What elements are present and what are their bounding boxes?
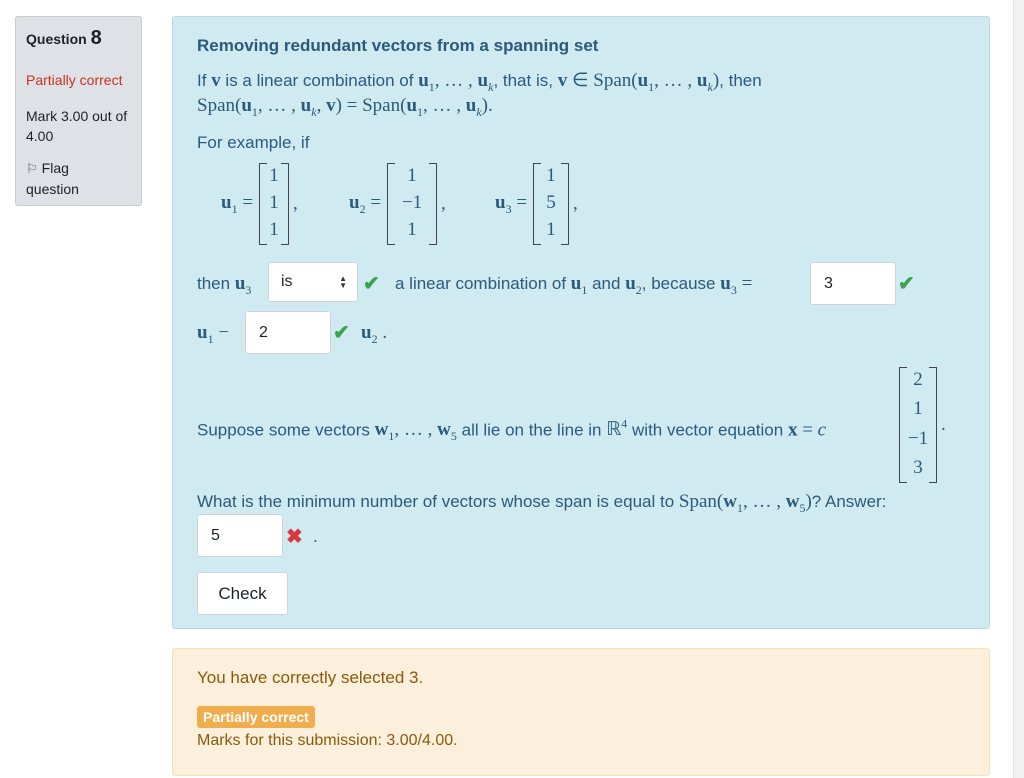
u3-entry: 1 bbox=[546, 219, 556, 240]
intro-line-1: If v is a linear combination of $u_1$, … , $u_k$, that is, v ∈ $Span(u_1$, … , $u_k$), then bbox=[197, 70, 762, 94]
feedback-panel bbox=[172, 648, 990, 776]
then-text: then $u_3$ bbox=[197, 273, 252, 297]
intro-line-2: $Span(u_1$, … , $u_k$, $v) = Span(u_1$, … , $u_k$). bbox=[197, 95, 493, 119]
u1-entry: 1 bbox=[269, 165, 279, 186]
page-scrollbar[interactable] bbox=[1013, 0, 1024, 778]
coefficient-1-input[interactable]: 3 bbox=[810, 262, 896, 305]
linear-combination-text: a linear combination of $u_1$ and $u_2$, because $u_3$ = bbox=[395, 273, 753, 297]
answer-period: . bbox=[313, 527, 318, 546]
example-text: For example, if bbox=[197, 133, 310, 152]
answer-input[interactable]: 5 bbox=[197, 514, 283, 557]
u3-entry: 1 bbox=[546, 165, 556, 186]
u2-text: $u_2$ . bbox=[361, 322, 388, 346]
suppose-text: Suppose some vectors $w_1$, … , $w_5$ all lie on the line in ℝ$^4$ with vector equation x = c bbox=[197, 417, 827, 444]
matrix-line-direction: 2 1 −1 3 . bbox=[899, 367, 952, 483]
question-text: What is the minimum number of vectors whose span is equal to $Span(w_1$, … , $w_5$)? Answer: bbox=[197, 491, 887, 515]
line-dir-entry: 1 bbox=[913, 398, 923, 419]
matrix-u2: $u_2$ = 1 −1 1 , bbox=[349, 163, 452, 245]
submission-marks: Marks for this submission: 3.00/4.00. bbox=[197, 732, 458, 749]
u3-entry: 5 bbox=[546, 192, 556, 213]
line-dir-entry: 3 bbox=[913, 457, 923, 478]
u1-entry: 1 bbox=[269, 192, 279, 213]
question-title: Removing redundant vectors from a spanning set bbox=[197, 36, 599, 55]
line-dir-entry: 2 bbox=[913, 369, 923, 390]
question-state: Partially correct bbox=[26, 72, 123, 88]
matrix-u1: $u_1$ = 1 1 1 , bbox=[221, 163, 304, 245]
incorrect-cross-icon: ✖ bbox=[286, 526, 303, 548]
check-button[interactable]: Check bbox=[197, 572, 288, 615]
question-grade: Mark 3.00 out of 4.00 bbox=[26, 108, 128, 144]
question-content bbox=[172, 16, 990, 629]
is-isnot-select[interactable]: is ▲ ▼ bbox=[268, 262, 358, 302]
u1-minus-text: $u_1$ − bbox=[197, 322, 230, 346]
u2-entry: −1 bbox=[401, 192, 423, 213]
line-dir-entry: −1 bbox=[907, 428, 929, 449]
partially-correct-badge: Partially correct bbox=[197, 706, 315, 728]
u2-entry: 1 bbox=[407, 219, 417, 240]
u1-entry: 1 bbox=[269, 219, 279, 240]
flag-icon: ⚐ bbox=[26, 161, 38, 176]
correct-check-icon: ✔ bbox=[898, 273, 915, 295]
correct-check-icon: ✔ bbox=[363, 273, 380, 295]
correct-check-icon: ✔ bbox=[333, 322, 350, 344]
coefficient-2-input[interactable]: 2 bbox=[245, 311, 331, 354]
flag-question-link[interactable]: ⚐ Flag question bbox=[26, 160, 79, 197]
feedback-message: You have correctly selected 3. bbox=[197, 668, 424, 687]
matrix-u3: $u_3$ = 1 5 1 , bbox=[495, 163, 584, 245]
select-arrows-icon: ▲ ▼ bbox=[339, 274, 347, 290]
question-number: Question 8 bbox=[26, 27, 102, 49]
u2-entry: 1 bbox=[407, 165, 417, 186]
question-info-panel bbox=[15, 16, 142, 206]
